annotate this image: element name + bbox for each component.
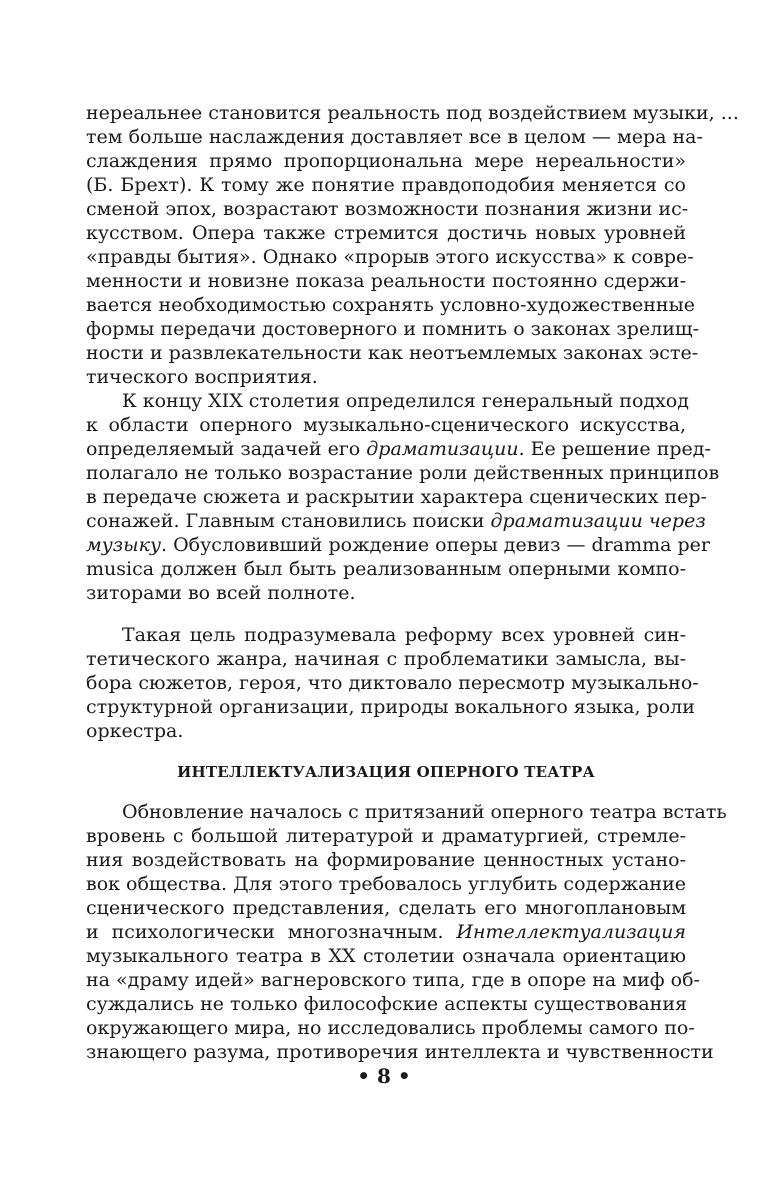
text-line: зиторами во всей полноте. — [86, 582, 356, 604]
text-line: «правды бытия». Однако «прорыв этого искусства» к совре- — [86, 246, 694, 268]
text-line: ния воздействовать на формирование ценностных устано- — [86, 849, 686, 871]
text-line: вок общества. Для этого требовалось углубить содержание — [86, 873, 686, 895]
text-line: полагало не только возрастание роли действенных принципов — [86, 462, 720, 484]
italic-term: драматизации — [366, 438, 519, 460]
text-line — [86, 437, 711, 461]
text-line: окружающего мира, но исследовались проблемы самого по- — [86, 1017, 695, 1039]
text-line: К концу XIX столетия определился генеральный подход — [122, 390, 689, 412]
text-line: суждались не только философские аспекты существования — [86, 993, 687, 1015]
italic-term: Интеллектуализация — [456, 921, 686, 943]
text-line: оркестра. — [86, 720, 184, 742]
text-line: (Б. Брехт). К тому же понятие правдоподобия меняется со — [86, 174, 686, 196]
text-line: структурной организации, природы вокального языка, роли — [86, 696, 695, 718]
text-line: Такая цель подразумевала реформу всех уровней син- — [122, 624, 686, 646]
text-line: музыкального театра в XX столетии означала ориентацию — [86, 945, 686, 967]
text-line: вровень с большой литературой и драматургией, стремле- — [86, 825, 686, 847]
text-line: тем больше наслаждения доставляет все в целом — мера на- — [86, 126, 703, 148]
section-heading: ИНТЕЛЛЕКТУАЛИЗАЦИЯ ОПЕРНОГО ТЕАТРА — [177, 763, 595, 781]
text-line: вается необходимостью сохранять условно-художественные — [86, 294, 695, 316]
text-line — [86, 533, 711, 557]
text-line: ности и развлекательности как неотъемлемых законах эсте- — [86, 342, 699, 364]
text-line: кусством. Опера также стремится достичь новых уровней — [86, 222, 686, 244]
text-line: бора сюжетов, героя, что диктовало пересмотр музыкально- — [86, 672, 699, 694]
page-number: • 8 • — [357, 1064, 411, 1088]
text-run: определяемый задачей его — [86, 438, 367, 460]
text-run: сонажей. Главным становились поиски — [86, 510, 491, 532]
text-line: сценического представления, сделать его многоплановым — [86, 897, 686, 919]
text-line: формы передачи достоверного и помнить о законах зрелищ- — [86, 318, 700, 340]
text-line: сменой эпох, возрастают возможности познания жизни ис- — [86, 198, 689, 220]
text-line — [86, 509, 706, 533]
text-line: слаждения прямо пропорциональна мере нереальности» — [86, 150, 686, 172]
text-line: нереальнее становится реальность под воздействием музыки, ... — [86, 102, 739, 124]
italic-term: драматизации через — [490, 510, 706, 532]
text-line: на «драму идей» вагнеровского типа, где в опоре на миф об- — [86, 969, 700, 991]
text-line: Обновление началось с притязаний оперного театра встать — [122, 801, 727, 823]
text-run: и психологически многозначным. — [86, 921, 457, 943]
text-line — [86, 920, 686, 944]
text-run: . Обусловивший рождение оперы девиз — dramma per — [160, 534, 711, 556]
text-line: musica должен был быть реализованным оперными компо- — [86, 558, 686, 580]
text-run: . Ее решение пред- — [518, 438, 711, 460]
italic-term: музыку — [86, 534, 161, 556]
text-line: тетического жанра, начиная с проблематики замысла, вы- — [86, 648, 686, 670]
text-line: знающего разума, противоречия интеллекта и чувственности — [86, 1041, 714, 1063]
text-line: в передаче сюжета и раскрытии характера сценических пер- — [86, 486, 707, 508]
text-line: менности и новизне показа реальности постоянно сдержи- — [86, 270, 686, 292]
text-line: к области оперного музыкально-сценического искусства, — [86, 414, 686, 436]
text-line: тического восприятия. — [86, 366, 318, 388]
